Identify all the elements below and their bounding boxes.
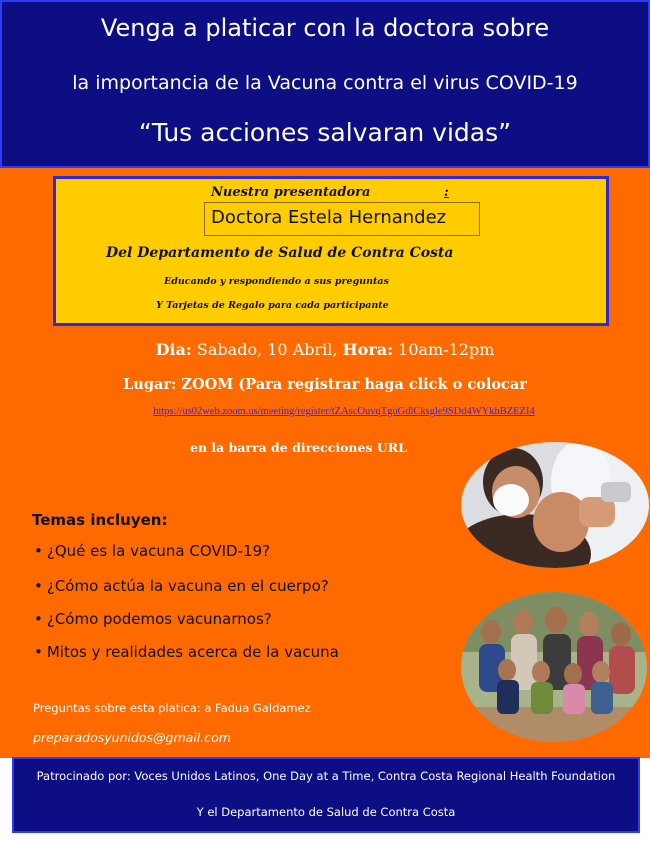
contact-email[interactable]: preparadosyunidos@gmail.com [33,730,231,745]
footer-sponsors [12,757,640,833]
family-illustration [461,592,647,742]
day-value: Sabado, 10 Abril, [191,340,343,359]
presenter-box [53,176,609,326]
vaccination-photo [461,442,649,568]
registration-link[interactable]: https://us02web.zoom.us/meeting/register/tZAscOuvqTguGdlCksgle9SDd4WYkhBZEZI4 [153,406,535,417]
questions-contact: Preguntas sobre esta platica: a Fadua Galdamez [33,701,311,715]
presenter-education: Educando y respondiendo a sus preguntas [164,276,389,287]
url-bar-instruction: en la barra de direcciones URL [190,440,407,455]
presenter-name: Doctora Estela Hernandez [204,202,480,236]
bullet-icon: • [34,577,43,595]
header-banner [0,0,650,168]
time-label: Hora: [342,340,394,359]
topic-text: Mitos y realidades acerca de la vacuna [46,643,339,661]
day-label: Dia: [155,340,192,359]
topic-text: ¿Cómo podemos vacunarnos? [46,610,272,628]
presenter-gift-cards: Y Tarjetas de Regalo para cada participante [156,300,389,311]
event-location: Lugar: ZOOM (Para registrar haga click o colocar [123,376,527,393]
topic-text: ¿Cómo actúa la vacuna en el cuerpo? [46,577,329,595]
vaccination-illustration [461,442,649,568]
presenter-department: Del Departamento de Salud de Contra Costa [106,245,454,261]
header-line-2: la importancia de la Vacuna contra el virus COVID-19 [72,72,578,94]
header-line-1: Venga a platicar con la doctora sobre [100,14,550,42]
event-date-time [0,340,650,359]
bullet-icon: • [34,542,43,560]
footer-sponsors-line: Patrocinado por: Voces Unidos Latinos, One Day at a Time, Contra Costa Regional Health Foundation [36,769,616,783]
time-value: 10am-12pm [393,340,495,359]
bullet-icon: • [34,610,43,628]
header-slogan: “Tus acciones salvaran vidas” [138,118,512,147]
presenter-intro: Nuestra presentadora [211,185,371,200]
topic-item [34,542,270,560]
topic-item [34,610,272,628]
topic-text: ¿Qué es la vacuna COVID-19? [46,542,271,560]
topics-heading: Temas incluyen: [32,511,168,529]
topic-item [34,577,329,595]
footer-department-line: Y el Departamento de Salud de Contra Costa [196,805,456,819]
presenter-colon: : [444,185,449,200]
bullet-icon: • [34,643,43,661]
topic-item [34,643,339,661]
family-photo [461,592,647,742]
